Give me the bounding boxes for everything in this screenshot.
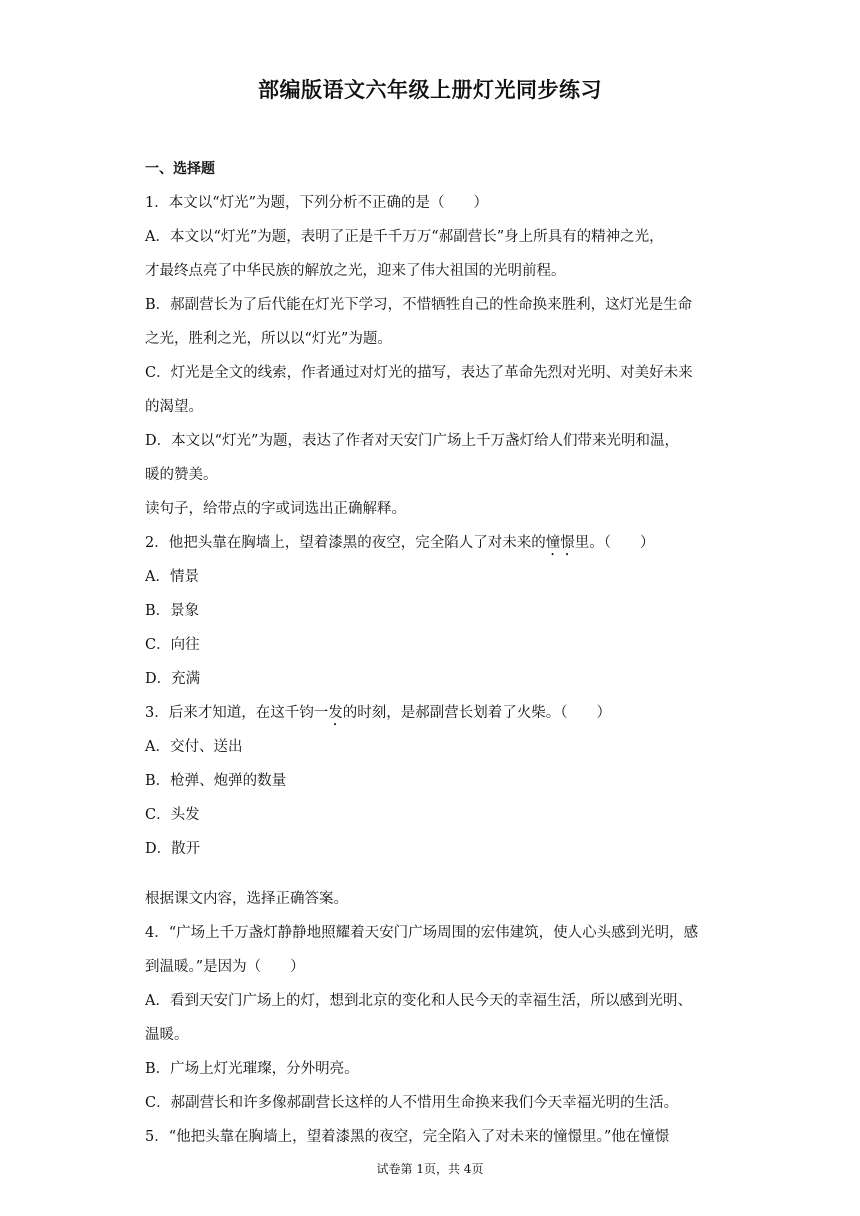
question-3-option-a: A．交付、送出: [145, 739, 243, 755]
question-4-option-a-line1: A．看到天安门广场上的灯，想到北京的变化和人民今天的幸福生活，所以感到光明、: [145, 993, 692, 1009]
question-2-option-d: D．充满: [145, 671, 201, 687]
question-3-option-d: D．散开: [145, 841, 201, 857]
question-3-stem: [145, 696, 720, 730]
question-1-option-c-line1: C．灯光是全文的线索，作者通过对灯光的描写，表达了革命先烈对光明、对美好未来: [145, 365, 693, 381]
question-3-stem-after: 的时刻，是郝副营长划着了火柴。（ ）: [342, 705, 611, 721]
question-4-option-a-line2: 温暖。: [145, 1027, 189, 1043]
question-2-option-a: A．情景: [145, 569, 199, 585]
question-4-stem-line1: 4．“广场上千万盏灯静静地照耀着天安门广场周围的宏伟建筑，使人心头感到光明，感: [145, 925, 699, 941]
question-1-option-a-line1: A．本文以“灯光”为题，表明了正是千千万万“郝副营长”身上所具有的精神之光，: [145, 229, 664, 245]
question-2-stem-before: 2．他把头靠在胸墙上，望着漆黑的夜空，完全陷人了对未来的: [145, 535, 546, 551]
question-1-option-b-line1: B．郝副营长为了后代能在灯光下学习，不惜牺牲自己的性命换来胜利，这灯光是生命: [145, 297, 693, 313]
exam-content: [145, 152, 720, 1154]
question-3-dotted-word: 发: [328, 705, 343, 721]
question-5-stem-line1: 5．“他把头靠在胸墙上，望着漆黑的夜空，完全陷入了对未来的憧憬里。”他在憧憬: [145, 1129, 670, 1145]
question-4-stem-line2: 到温暖。”是因为（ ）: [145, 959, 305, 975]
question-1-option-b-line2: 之光，胜利之光，所以以“灯光”为题。: [145, 331, 392, 347]
question-3-option-c: C．头发: [145, 807, 200, 823]
question-1: [145, 186, 720, 492]
question-2-option-c: C．向往: [145, 637, 200, 653]
question-2-dotted-word: 憧憬: [545, 535, 575, 551]
instruction-2: 读句子，给带点的字或词选出正确解释。: [145, 501, 406, 517]
question-4-option-c: C．郝副营长和许多像郝副营长这样的人不惜用生命换来我们今天幸福光明的生活。: [145, 1095, 679, 1111]
question-4: [145, 916, 720, 1120]
question-1-stem: 1．本文以“灯光”为题，下列分析不正确的是（ ）: [145, 195, 489, 211]
question-3-stem-before: 3．后来才知道，在这千钧一: [145, 705, 329, 721]
spacer: [145, 866, 720, 882]
question-3: [145, 696, 720, 866]
page-footer: 试卷第 1页，共 4页: [376, 1162, 484, 1176]
question-4-option-b: B．广场上灯光璀璨，分外明亮。: [145, 1061, 359, 1077]
instruction-4: 根据课文内容，选择正确答案。: [145, 891, 348, 907]
question-1-option-c-line2: 的渴望。: [145, 399, 203, 415]
question-1-option-d-line1: D．本文以“灯光”为题，表达了作者对天安门广场上千万盏灯给人们带来光明和温，: [145, 433, 679, 449]
question-5: [145, 1120, 720, 1154]
question-2-stem-after: 里。（ ）: [574, 535, 655, 551]
question-3-option-b: B．枪弹、炮弹的数量: [145, 773, 287, 789]
question-2-stem: [145, 526, 720, 560]
section-heading: 一、选择题: [145, 161, 215, 177]
question-1-option-d-line2: 暖的赞美。: [145, 467, 218, 483]
question-2-option-b: B．景象: [145, 603, 200, 619]
question-2: [145, 526, 720, 696]
question-1-option-a-line2: 才最终点亮了中华民族的解放之光，迎来了伟大祖国的光明前程。: [145, 263, 566, 279]
document-title: 部编版语文六年级上册灯光同步练习: [258, 78, 602, 102]
